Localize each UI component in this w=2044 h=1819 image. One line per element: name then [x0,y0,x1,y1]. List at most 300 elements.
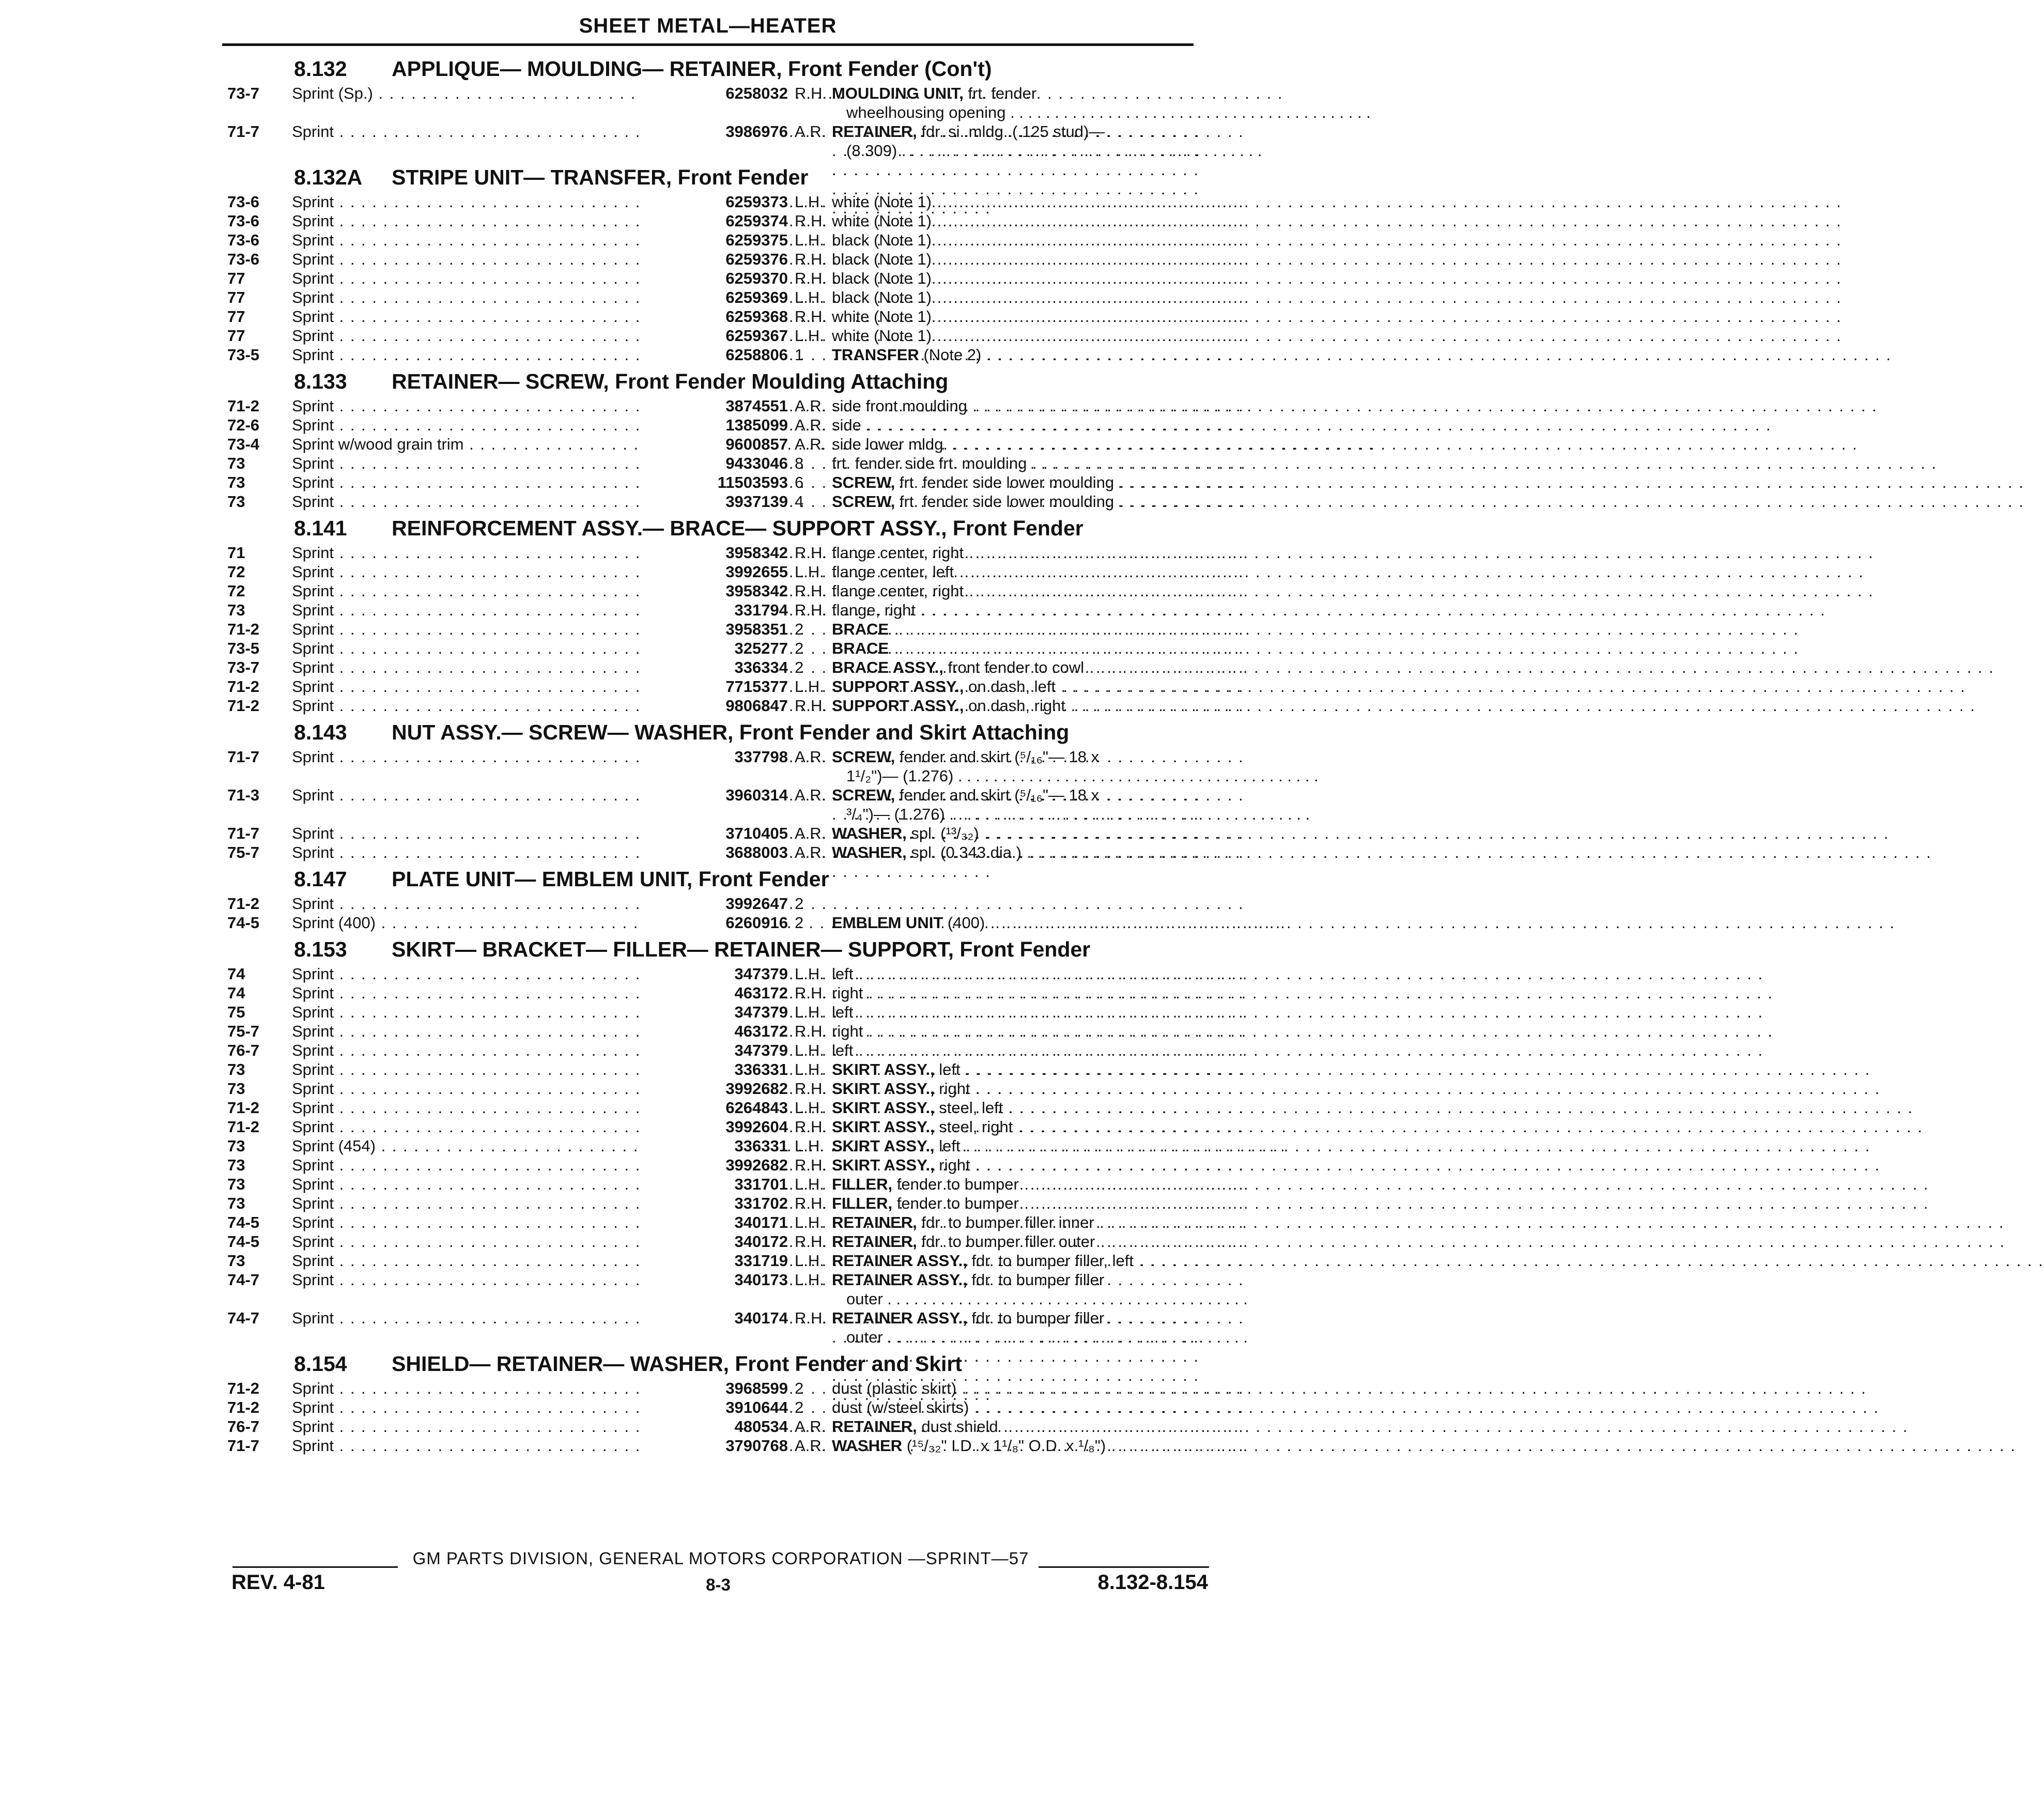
parts-row [227,658,1206,677]
quantity-side: L.H. [795,1175,824,1193]
quantity-side: A.R. [795,435,826,453]
part-number: 3910644 [639,1398,788,1417]
part-description [832,211,1206,230]
description-text: flange, right [832,601,916,619]
model-code: 75 [227,1003,245,1021]
parts-row [227,1270,1248,1308]
part-description [832,1270,1248,1308]
model-name: Sprint . . . [292,1098,793,1117]
revision-label: REV. 4-81 [231,1571,325,1594]
description-keyword: WASHER, [832,824,907,842]
catalog-section [227,862,1206,932]
model-name: Sprint . . . [292,824,793,843]
parts-row [227,1379,1206,1398]
model-code: 73 [227,1175,245,1193]
section-title: NUT ASSY.— SCREW— WASHER, Front Fender and Skirt Attaching [392,720,1070,744]
part-description [832,84,1371,122]
description-keyword: SKIRT ASSY., [832,1156,935,1174]
part-description [832,543,1206,562]
part-description [832,1436,1206,1455]
part-description [832,600,1206,620]
part-number: 1385099 [639,415,788,435]
model-code: 73 [227,492,245,511]
model-code: 77 [227,288,245,306]
part-description [832,326,1206,345]
model-code: 73-7 [227,658,260,676]
quantity-side: 8 [795,454,804,472]
description-keyword: RETAINER ASSY., [832,1271,967,1289]
model-name: Sprint . . . [292,288,793,307]
part-description [832,562,1206,581]
part-description [832,269,1206,288]
quantity-side: L.H. [795,1099,824,1117]
quantity-side: A.R. [795,824,826,842]
part-description [832,1175,1206,1194]
part-number: 463172 [639,983,788,1003]
description-keyword: EMBLEM UNIT [832,914,943,932]
model-code: 73-6 [227,250,260,268]
quantity-side: R.H. [795,984,827,1002]
description-text: left [832,1003,854,1021]
catalog-section [227,160,1206,364]
model-name: Sprint . . . [292,1079,793,1098]
parts-row [227,473,1206,492]
part-description [832,192,1206,211]
quantity-side: A.R. [795,748,826,766]
quantity-side: R.H. [795,1156,827,1174]
footer-publisher: GM PARTS DIVISION, GENERAL MOTORS CORPORATION —SPRINT—57 [412,1549,1029,1568]
description-continuation: ³/₄")— (1.276) . . . . . . . . . . . . . . . . . . . . . . . . . . . . . . . . . . . . . . . . . [846,805,1310,823]
part-number: 347379 [639,1041,788,1060]
model-code: 77 [227,269,245,287]
quantity-side: L.H. [795,1213,824,1231]
part-number: 325277 [639,639,788,658]
part-description [832,1308,1248,1347]
model-name: Sprint . . . [292,1175,793,1194]
part-description [832,581,1206,600]
parts-row [227,345,1206,364]
description-keyword: BRACE [832,620,889,638]
part-description [832,415,1206,435]
model-name: Sprint . . . [292,307,793,326]
model-name: Sprint . . . [292,396,793,415]
part-description [832,1060,1206,1079]
model-code: 73 [227,1080,245,1098]
part-number: 3790768 [639,1436,788,1455]
description-keyword: RETAINER, [832,1213,917,1231]
parts-row [227,843,1206,862]
model-code: 72 [227,563,245,581]
model-code: 73 [227,1194,245,1212]
part-description [832,1022,1206,1041]
section-number: 8.133 [294,369,347,393]
model-code: 71 [227,544,245,562]
description-text: (¹⁵/₃₂" I.D. x 1¹/₈" O.D. x ¹/₈") [902,1437,1106,1455]
model-code: 73-6 [227,193,260,211]
description-text: fdr. to bumper filler, left [967,1252,1134,1270]
description-keyword: RETAINER, [832,122,917,141]
description-text: flange center, right [832,544,964,562]
parts-row [227,1398,1206,1417]
part-description [832,1098,1206,1117]
part-description [832,1003,1206,1022]
part-description [832,1041,1206,1060]
parts-row [227,824,1206,843]
description-text: white (Note 1) [832,327,932,345]
quantity-side: A.R. [795,1417,826,1436]
part-number: 3992647 [639,894,788,913]
parts-row [227,415,1206,435]
part-number: 3874551 [639,396,788,415]
parts-row [227,639,1206,658]
description-text: white (Note 1) [832,212,932,230]
model-code: 76-7 [227,1417,260,1436]
quantity-side: R.H. [795,601,827,619]
description-text: steel, left [934,1099,1003,1117]
parts-row [227,747,1319,785]
part-number: 6259367 [639,326,788,345]
quantity-side: 2 [795,1398,804,1416]
model-name: Sprint . . . [292,658,793,677]
section-title: REINFORCEMENT ASSY.— BRACE— SUPPORT ASSY., Front Fender [392,516,1083,540]
part-description [832,1194,1206,1213]
parts-row [227,1003,1206,1022]
catalog-section [227,511,1206,715]
description-text: side front moulding [832,397,967,415]
model-name: Sprint . . . [292,1022,793,1041]
part-number: 347379 [639,964,788,983]
description-text: fdr. to bumper filler [967,1309,1105,1327]
quantity-side: R.H. [795,84,827,102]
parts-row [227,307,1206,326]
quantity-side: A.R. [795,843,826,861]
part-number: 331702 [639,1194,788,1213]
description-keyword: SUPPORT ASSY., [832,697,964,715]
description-text: fdr. si. mldg. (.125 stud)— [917,122,1105,141]
description-text: dust (w/steel skirts) [832,1398,969,1416]
parts-row [227,492,1206,511]
model-name: Sprint . . . [292,600,793,620]
quantity-side: R.H. [795,1232,827,1251]
part-number: 6259375 [639,230,788,250]
model-code: 74 [227,984,245,1002]
description-text: frt. fender side lower moulding [895,473,1114,491]
quantity-side: L.H. [795,563,824,581]
description-keyword: WASHER [832,1437,903,1455]
description-keyword: SCREW, [832,473,895,491]
part-description [832,1213,1206,1232]
model-code: 73-5 [227,639,260,657]
quantity-side: A.R. [795,1437,826,1455]
description-text: (400) [943,914,985,932]
description-text: left [934,1060,961,1078]
part-description [832,824,1206,843]
model-name: Sprint . . . [292,677,793,696]
part-description [832,307,1206,326]
section-number: 8.141 [294,516,347,540]
model-name: Sprint . . . [292,415,793,435]
description-text: right [934,1080,970,1098]
description-keyword: FILLER, [832,1194,893,1212]
parts-row [227,230,1206,250]
section-heading [227,862,1206,894]
part-number: 6258806 [639,345,788,364]
parts-row [227,581,1206,600]
description-text: right [832,1022,863,1040]
part-number: 6259373 [639,192,788,211]
section-title: SKIRT— BRACKET— FILLER— RETAINER— SUPPORT, Front Fender [392,937,1091,961]
part-description [832,747,1319,785]
description-text: left [832,1041,854,1059]
parts-row [227,269,1206,288]
description-keyword: SKIRT ASSY., [832,1137,935,1155]
part-number: 340173 [639,1270,788,1289]
quantity-side: L.H. [795,193,824,211]
part-number: 3958342 [639,581,788,600]
model-name: Sprint . . . [292,562,793,581]
description-continuation: outer . . . . . . . . . . . . . . . . . . . . . . . . . . . . . . . . . . . . . . . . . [846,1328,1248,1346]
part-number: 3958342 [639,543,788,562]
catalog-section [227,364,1206,511]
catalog-section [227,52,1371,160]
model-code: 77 [227,327,245,345]
section-number: 8.132 [294,57,347,81]
parts-row [227,894,1206,913]
parts-row [227,192,1206,211]
quantity-side: R.H. [795,212,827,230]
quantity-side: 4 [795,492,804,511]
sheet-title: SHEET METAL—HEATER [579,14,837,37]
parts-row [227,84,1371,122]
description-text: frt. fender [963,84,1037,102]
description-text: dust shield [917,1417,998,1436]
quantity-side: R.H. [795,1309,827,1327]
part-description [832,639,1206,658]
description-text: front fender to cowl [943,658,1085,676]
model-code: 73 [227,1060,245,1078]
part-number: 340172 [639,1232,788,1251]
model-code: 75-7 [227,843,260,861]
section-title: STRIPE UNIT— TRANSFER, Front Fender [392,165,809,189]
model-code: 73 [227,1252,245,1270]
model-code: 73 [227,1156,245,1174]
quantity-side: 2 [795,895,804,913]
model-name: Sprint . . . [292,492,793,511]
quantity-side: A.R. [795,122,826,141]
parts-row [227,677,1206,696]
part-number: 6259369 [639,288,788,307]
quantity-side: L.H. [795,1003,824,1021]
description-text: side lower mldg. [832,435,948,453]
part-number: 6258032 [639,84,788,103]
part-number: 6259370 [639,269,788,288]
part-number: 340171 [639,1213,788,1232]
part-description [832,345,1206,364]
part-description [832,1251,1206,1270]
model-name: Sprint . . . [292,620,793,639]
model-name: Sprint . . . [292,1270,793,1289]
section-number: 8.154 [294,1352,347,1376]
description-text: right [832,984,863,1002]
description-text: frt. fender side lower moulding [895,492,1114,511]
description-text: fdr. to bumper filler [967,1271,1105,1289]
description-continuation: 1¹/₂")— (1.276) . . . . . . . . . . . . . . . . . . . . . . . . . . . . . . . . . . . . . . . . . [846,767,1319,785]
part-description [832,1398,1206,1417]
model-name: Sprint . . . [292,192,793,211]
quantity-side: L.H. [795,288,824,306]
quantity-side: R.H. [795,269,827,287]
section-heading [227,715,1206,747]
part-description [832,492,1206,511]
model-code: 71-2 [227,895,260,913]
section-heading [227,932,1206,964]
parts-listing [227,52,1371,1455]
description-text: flange center, left [832,563,954,581]
part-description [832,983,1206,1003]
part-description [832,454,1206,473]
part-description [832,1232,1206,1251]
part-number: 11503593 [639,473,788,492]
description-text: fender and skirt (⁵/₁₆"— 18 x [895,748,1100,766]
section-heading [227,511,1206,543]
model-name: Sprint . . . [292,1003,793,1022]
model-code: 73 [227,601,245,619]
quantity-side: L.H. [795,327,824,345]
model-name: Sprint . . . [292,964,793,983]
part-description [832,620,1206,639]
part-number: 3710405 [639,824,788,843]
model-name: Sprint . . . [292,1213,793,1232]
part-number: 331719 [639,1251,788,1270]
part-number: 3992655 [639,562,788,581]
description-text: dust (plastic skirt) [832,1379,957,1397]
parts-row [227,211,1206,230]
description-text: fender to bumper [892,1194,1019,1212]
part-description [832,658,1206,677]
description-continuation: (8.309) . . . . . . . . . . . . . . . . . . . . . . . . . . . . . . . . . . . . . . . . . [846,142,1262,160]
part-number: 3960314 [639,785,788,805]
quantity-side: A.R. [795,416,826,434]
quantity-side: R.H. [795,697,827,715]
parts-row [227,122,1262,160]
quantity-side: R.H. [795,1118,827,1136]
part-description [832,1155,1206,1175]
section-heading [227,1347,1206,1379]
model-code: 72-6 [227,416,260,434]
quantity-side: R.H. [795,1194,827,1212]
parts-row [227,696,1206,715]
model-name: Sprint . . . [292,1417,793,1436]
parts-row [227,454,1206,473]
model-name: Sprint . . . [292,1194,793,1213]
part-number: 336334 [639,658,788,677]
model-name: Sprint . . . [292,696,793,715]
part-number: 9806847 [639,696,788,715]
model-code: 71-2 [227,1398,260,1416]
part-description [832,1079,1206,1098]
description-keyword: TRANSFER [832,346,919,364]
part-description [832,1379,1206,1398]
description-text: side [832,416,861,434]
model-code: 71-2 [227,697,260,715]
description-keyword: BRACE [832,639,889,657]
model-code: 76-7 [227,1041,260,1059]
parts-row [227,250,1206,269]
model-name: Sprint . . . [292,1155,793,1175]
part-number: 7715377 [639,677,788,696]
part-description [832,677,1206,696]
part-description [832,696,1206,715]
part-number: 3937139 [639,492,788,511]
parts-row [227,964,1206,983]
section-title: SHIELD— RETAINER— WASHER, Front Fender and Skirt [392,1352,963,1376]
part-description [832,843,1206,862]
model-name: Sprint . . . [292,1251,793,1270]
part-description [832,1136,1206,1155]
model-code: 74 [227,965,245,983]
description-text: black (Note 1) [832,288,932,306]
footer-rule-left [233,1566,398,1568]
parts-row [227,600,1206,620]
section-title: RETAINER— SCREW, Front Fender Moulding Attaching [392,369,949,393]
description-text: (Note 2) [919,346,982,364]
model-name: Sprint . . . [292,345,793,364]
model-name: Sprint w/wood grain trim . . . [292,435,793,454]
section-heading [227,160,1206,192]
model-code: 74-5 [227,1213,260,1231]
quantity-side: R.H. [795,307,827,326]
part-number: 3986976 [639,122,788,141]
model-name: Sprint . . . [292,843,793,862]
model-code: 71-2 [227,397,260,415]
model-name: Sprint . . . [292,473,793,492]
description-keyword: FILLER, [832,1175,893,1193]
quantity-side: L.H. [795,1041,824,1059]
description-keyword: SKIRT ASSY., [832,1099,935,1117]
part-number: 3968599 [639,1379,788,1398]
quantity-side: 2 [795,1379,804,1397]
parts-row [227,1022,1206,1041]
parts-row [227,1155,1206,1175]
part-number: 6259368 [639,307,788,326]
model-name: Sprint . . . [292,1041,793,1060]
quantity-side: L.H. [795,1271,824,1289]
parts-row [227,1175,1206,1194]
section-heading [227,364,1206,396]
description-keyword: WASHER, [832,843,907,861]
catalog-section [227,1347,1206,1455]
section-range: 8.132-8.154 [1097,1571,1208,1594]
description-text: fender to bumper [892,1175,1019,1193]
description-keyword: BRACE ASSY., [832,658,943,676]
description-text: spl. (0.343 dia.) [906,843,1021,861]
parts-row [227,1308,1248,1347]
quantity-side: 1 [795,346,804,364]
description-continuation: wheelhousing opening . . . . . . . . . . . . . . . . . . . . . . . . . . . . . . . . . . . . . . . . . [846,103,1371,121]
parts-row [227,326,1206,345]
parts-row [227,543,1206,562]
description-keyword: SUPPORT ASSY., [832,677,964,696]
quantity-side: R.H. [795,544,827,562]
part-description [832,288,1206,307]
part-number: 3992604 [639,1117,788,1136]
parts-row [227,1079,1206,1098]
model-name: Sprint (Sp.) . . . [292,84,793,103]
description-keyword: RETAINER, [832,1417,917,1436]
description-text: right [934,1156,970,1174]
model-code: 73 [227,1137,245,1155]
parts-row [227,1041,1206,1060]
